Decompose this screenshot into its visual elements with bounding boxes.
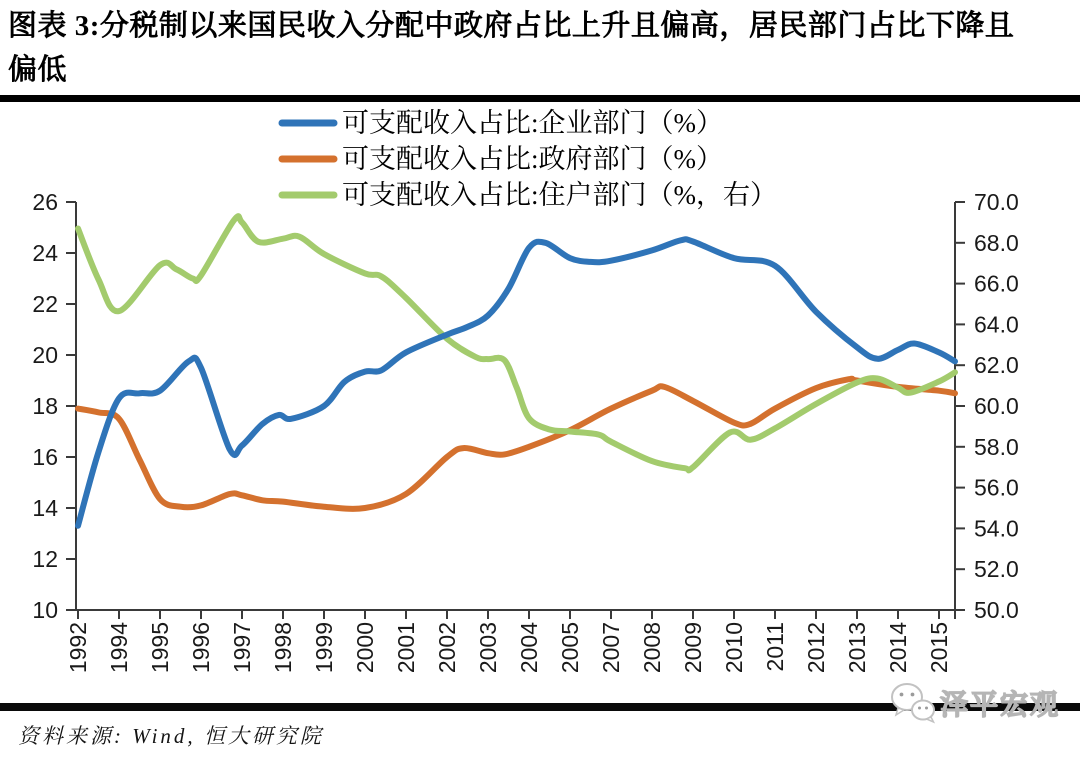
x-axis-label: 2002 [434, 622, 460, 674]
y-axis-left-label: 18 [32, 393, 58, 419]
x-axis-label: 2010 [721, 622, 747, 674]
y-axis-left-label: 26 [32, 189, 58, 215]
y-axis-right-label: 56.0 [974, 474, 1019, 501]
y-axis-left-label: 14 [32, 495, 58, 521]
figure-title-line2: 偏低 [8, 54, 68, 86]
x-axis-label: 2004 [516, 622, 542, 674]
y-axis-left-label: 16 [32, 444, 58, 470]
x-axis-label: 1999 [311, 622, 337, 674]
brand-watermark-label: 泽平宏观 [939, 690, 1060, 721]
x-axis-label: 2001 [393, 622, 419, 674]
x-axis-label: 2003 [475, 622, 501, 674]
legend-label-government: 可支配收入占比:政府部门（%） [342, 144, 723, 174]
y-axis-left-label: 12 [32, 546, 58, 572]
x-axis-label: 2007 [598, 622, 624, 674]
y-axis-left-label: 24 [32, 240, 58, 266]
x-axis-label: 2005 [557, 622, 583, 674]
legend-label-household: 可支配收入占比:住户部门（%，右） [342, 180, 777, 210]
y-axis-left-label: 20 [32, 342, 58, 368]
x-axis-label: 2009 [680, 622, 706, 674]
x-axis-label: 1998 [270, 622, 296, 674]
chart-canvas [0, 104, 1080, 704]
y-axis-right-label: 70.0 [974, 189, 1019, 215]
brand-watermark [890, 682, 1060, 724]
figure-title [8, 4, 1074, 92]
legend-label-enterprise: 可支配收入占比:企业部门（%） [342, 108, 723, 138]
wechat-icon [890, 682, 936, 724]
y-axis-left-label: 22 [32, 291, 58, 317]
source-note: 资料来源: Wind, 恒大研究院 [18, 724, 324, 748]
y-axis-right-label: 52.0 [974, 556, 1019, 583]
y-axis-right-label: 66.0 [974, 270, 1019, 297]
x-axis-label: 2015 [926, 622, 952, 674]
x-axis-label: 2012 [803, 622, 829, 674]
x-axis-label: 2013 [844, 622, 870, 674]
x-axis-label: 1996 [188, 622, 214, 674]
y-axis-right-label: 62.0 [974, 352, 1019, 379]
x-axis-label: 2011 [762, 622, 788, 672]
x-axis-label: 1992 [65, 622, 91, 674]
y-axis-right-label: 50.0 [974, 597, 1019, 623]
y-axis-right-label: 64.0 [974, 311, 1019, 338]
y-axis-right-label: 58.0 [974, 433, 1019, 460]
y-axis-left-label: 10 [32, 597, 58, 623]
x-axis-label: 2014 [885, 622, 911, 674]
x-axis-label: 1995 [147, 622, 173, 674]
x-axis-label: 1994 [106, 622, 132, 674]
y-axis-right-label: 68.0 [974, 229, 1019, 256]
series-line-household [78, 216, 955, 470]
y-axis-right-label: 60.0 [974, 393, 1019, 419]
title-divider-rule [0, 95, 1080, 102]
x-axis-label: 1997 [229, 622, 255, 674]
y-axis-right-label: 54.0 [974, 515, 1019, 542]
x-axis-label: 2000 [352, 622, 378, 674]
figure-title-line1: 图表 3:分税制以来国民收入分配中政府占比上升且偏高，居民部门占比下降且 [8, 10, 1015, 42]
x-axis-label: 2008 [639, 622, 665, 674]
